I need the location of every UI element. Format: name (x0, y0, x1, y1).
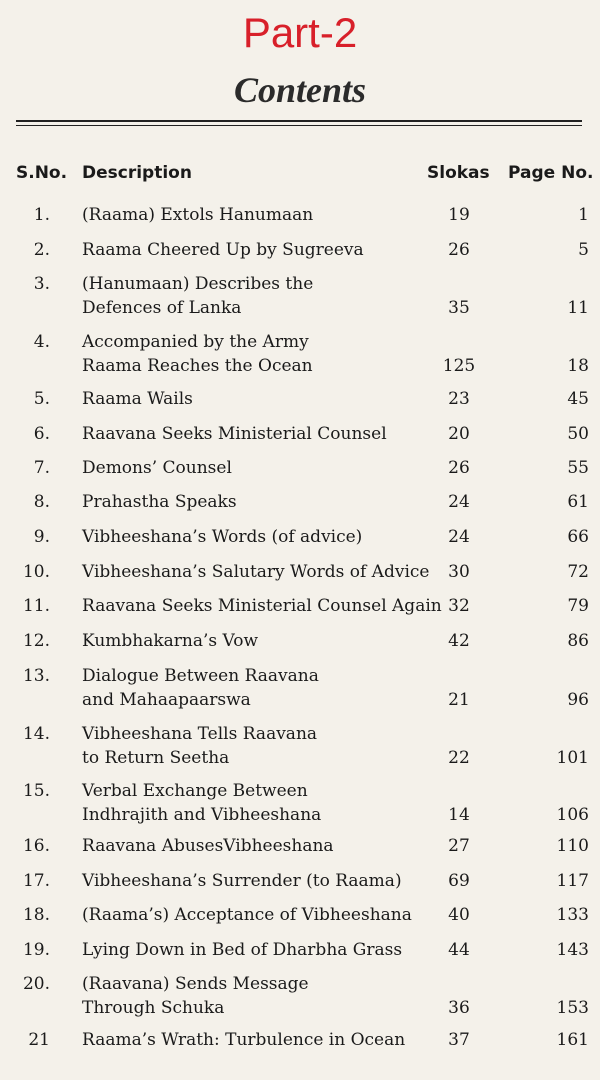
toc-row-slokas: 26 (448, 458, 470, 478)
toc-row-description (82, 456, 422, 480)
toc-row-slokas: 22 (448, 748, 470, 768)
toc-row-number: 14. (22, 724, 50, 744)
toc-row-page: 143 (556, 940, 589, 960)
toc-row-page: 66 (567, 527, 589, 547)
toc-row-description (82, 560, 430, 584)
toc-row-number: 19. (22, 940, 50, 960)
toc-row-number: 11. (22, 596, 50, 616)
toc-row-slokas: 36 (448, 998, 470, 1018)
toc-row-description-line: Through Schuka (82, 998, 225, 1018)
toc-row-slokas: 37 (448, 1030, 470, 1050)
toc-row-description (82, 972, 422, 1020)
toc-row-description-line: (Raama) Extols Hanumaan (82, 205, 314, 225)
toc-row-description-line: Raavana Seeks Ministerial Counsel (82, 424, 387, 444)
toc-row-page: 161 (556, 1030, 589, 1050)
toc-row-number: 7. (33, 458, 50, 478)
toc-row-slokas: 27 (448, 836, 470, 856)
toc-row-description-line: Demons’ Counsel (82, 458, 232, 478)
toc-row-description-line: Raama’s Wrath: Turbulence in Ocean (82, 1030, 406, 1050)
toc-row-page: 11 (567, 298, 589, 318)
toc-row-description (82, 272, 422, 320)
toc-row-slokas: 24 (448, 527, 470, 547)
toc-row-page: 72 (567, 562, 589, 582)
toc-row-page: 61 (567, 492, 589, 512)
column-header-sno: S.No. (16, 163, 68, 183)
toc-row-number: 21 (28, 1030, 50, 1050)
toc-row-slokas: 40 (448, 905, 470, 925)
toc-row-description-line: Raama Reaches the Ocean (82, 356, 313, 376)
toc-row-slokas: 125 (442, 356, 476, 376)
toc-row-description (82, 525, 422, 549)
toc-row-slokas: 35 (448, 298, 470, 318)
table-header (0, 163, 600, 185)
toc-row-page: 153 (556, 998, 589, 1018)
toc-row-number: 10. (22, 562, 50, 582)
toc-row-description (82, 938, 422, 962)
toc-row-description (82, 834, 422, 858)
toc-row-number: 9. (33, 527, 50, 547)
toc-row-page: 5 (578, 240, 589, 260)
toc-row-page: 117 (556, 871, 589, 891)
header-rule-thin (16, 125, 582, 126)
toc-row-description-line: and Mahaapaarswa (82, 690, 251, 710)
toc-row-description-line: Vibheeshana Tells Raavana (82, 724, 318, 744)
toc-row-description-line: Dialogue Between Raavana (82, 666, 319, 686)
toc-row-description (82, 1028, 422, 1052)
toc-row-number: 15. (22, 781, 50, 801)
part-title: Part-2 (242, 9, 358, 56)
toc-row-description-line: Defences of Lanka (82, 298, 242, 318)
toc-row-number: 8. (33, 492, 50, 512)
toc-row-slokas: 69 (448, 871, 470, 891)
toc-row-number: 18. (22, 905, 50, 925)
toc-row-slokas: 24 (448, 492, 470, 512)
toc-row-page: 18 (567, 356, 589, 376)
toc-row-description-line: Verbal Exchange Between (82, 781, 308, 801)
toc-row-number: 5. (33, 389, 50, 409)
toc-row-number: 13. (22, 666, 50, 686)
toc-row-description (82, 422, 422, 446)
toc-row-page: 101 (556, 748, 589, 768)
toc-row-slokas: 44 (448, 940, 470, 960)
toc-row-description (82, 779, 422, 827)
toc-row-page: 45 (567, 389, 589, 409)
toc-row-page: 79 (567, 596, 589, 616)
toc-row-slokas: 20 (448, 424, 470, 444)
column-header-page: Page No. (508, 163, 594, 183)
toc-row-page: 110 (556, 836, 589, 856)
toc-row-description (82, 664, 422, 712)
toc-row-description-line: Kumbhakarna’s Vow (82, 631, 259, 651)
toc-row-description (82, 903, 422, 927)
toc-row-description-line: Lying Down in Bed of Dharbha Grass (82, 940, 403, 960)
toc-row-description-line: Raama Wails (82, 389, 193, 409)
toc-row-description-line: Raavana AbusesVibheeshana (82, 836, 334, 856)
toc-row-page: 133 (556, 905, 589, 925)
toc-row-page: 86 (567, 631, 589, 651)
toc-row-description-line: Vibheeshana’s Words (of advice) (82, 527, 363, 547)
toc-row-page: 96 (567, 690, 589, 710)
toc-row-number: 3. (33, 274, 50, 294)
contents-title: Contents (233, 70, 367, 110)
toc-row-number: 6. (33, 424, 50, 444)
toc-row-description (82, 594, 442, 618)
toc-row-number: 4. (33, 332, 50, 352)
toc-row-slokas: 19 (448, 205, 470, 225)
toc-row-description (82, 722, 422, 770)
column-header-slokas: Slokas (427, 163, 490, 183)
toc-row-number: 2. (33, 240, 50, 260)
toc-row-description-line: to Return Seetha (82, 748, 230, 768)
toc-row-description (82, 387, 422, 411)
toc-row-page: 55 (567, 458, 589, 478)
toc-row-description (82, 238, 422, 262)
toc-row-slokas: 23 (448, 389, 470, 409)
toc-row-description (82, 629, 422, 653)
toc-row-number: 1. (33, 205, 50, 225)
toc-row-description-line: (Raama’s) Acceptance of Vibheeshana (82, 905, 412, 925)
toc-row-number: 20. (22, 974, 50, 994)
toc-row-description-line: (Raavana) Sends Message (82, 974, 309, 994)
toc-row-page: 1 (578, 205, 589, 225)
toc-row-description-line: (Hanumaan) Describes the (82, 274, 314, 294)
toc-row-description (82, 203, 422, 227)
toc-row-number: 17. (22, 871, 50, 891)
toc-row-description-line: Raama Cheered Up by Sugreeva (82, 240, 364, 260)
toc-row-slokas: 32 (448, 596, 470, 616)
toc-row-description-line: Vibheeshana’s Surrender (to Raama) (82, 871, 402, 891)
toc-row-description (82, 330, 422, 378)
toc-row-description-line: Indhrajith and Vibheeshana (82, 805, 322, 825)
toc-row-description-line: Vibheeshana’s Salutary Words of Advice (82, 562, 430, 582)
toc-row-slokas: 42 (448, 631, 470, 651)
toc-row-page: 106 (556, 805, 589, 825)
toc-row-page: 50 (567, 424, 589, 444)
toc-row-number: 16. (22, 836, 50, 856)
toc-row-description (82, 490, 422, 514)
toc-row-slokas: 26 (448, 240, 470, 260)
column-header-description: Description (82, 163, 192, 183)
toc-row-slokas: 30 (448, 562, 470, 582)
toc-row-description-line: Raavana Seeks Ministerial Counsel Again (82, 596, 442, 616)
toc-row-number: 12. (22, 631, 50, 651)
header-rule-thick (16, 120, 582, 122)
toc-row-slokas: 14 (448, 805, 470, 825)
toc-row-slokas: 21 (448, 690, 470, 710)
toc-row-description-line: Accompanied by the Army (82, 332, 309, 352)
toc-row-description-line: Prahastha Speaks (82, 492, 237, 512)
toc-row-description (82, 869, 422, 893)
